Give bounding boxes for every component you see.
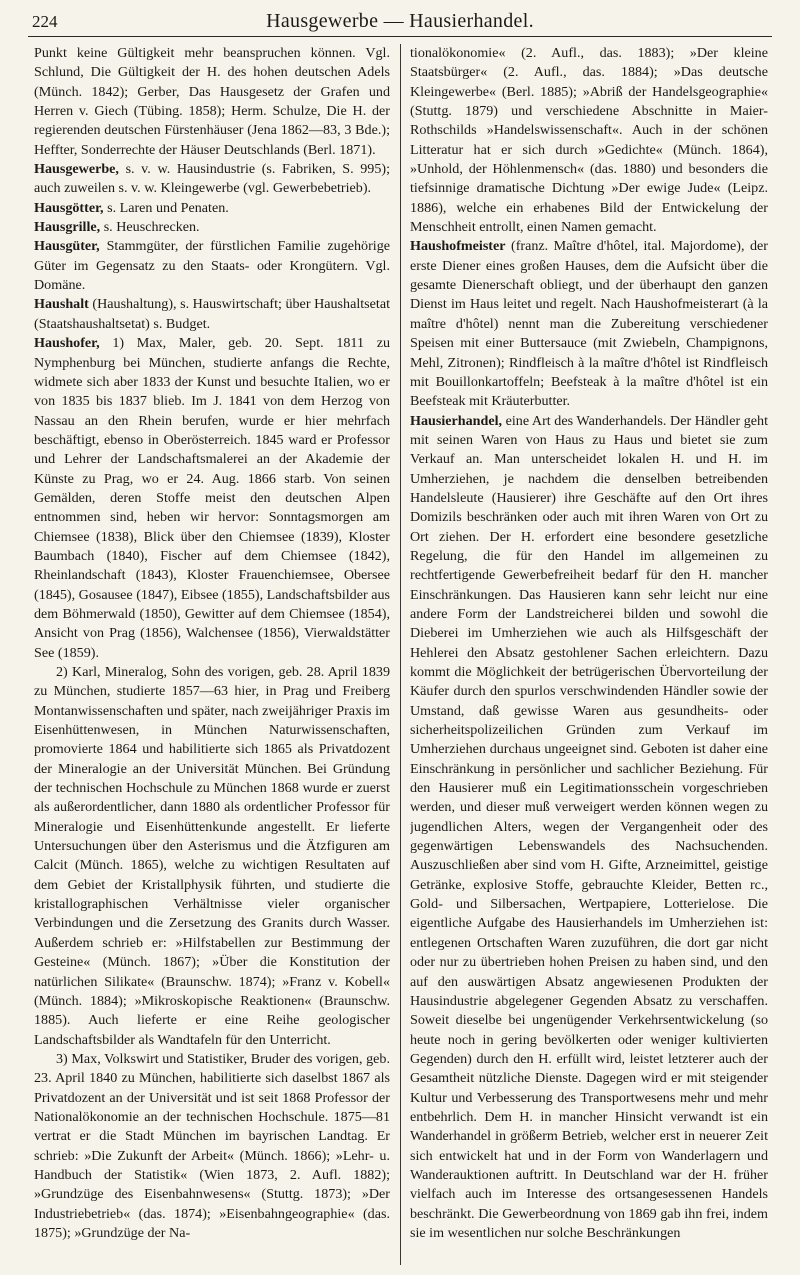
page-header (28, 6, 772, 37)
entry-headword: Hausgewerbe, (34, 161, 119, 178)
entry-headword: Hausgötter, (34, 199, 104, 216)
continued-text: Punkt keine Gültigkeit mehr beanspruchen können. Vgl. Schlund, Die Gültigkeit der H. des hohen deutschen Adels (Münch. 1842); Gerber, Das Hausgesetz der Grafen und Herren v. Giech (Tübing. 1858); Herm. Schulze, Die H. der regierenden deutschen Fürstenhäuser (Jena 1862—83, 3 Bde.); Heffter, Sonderrechte der Häuser Deutschlands (Berl. 1871). (34, 45, 390, 158)
entry-text: s. Heuschrecken. (100, 219, 200, 236)
entry-text: eine Art des Wanderhandels. Der Händler geht mit seinen Waren von Haus zu Haus und bietet sie zum Verkauf an. Man unterscheidet lokalen H. und H. im Umherziehen, je nachdem die denselben betreibenden Handelsleute (Hausierer) ihre Geschäfte auf den Ort ihres Domizils beschränken oder auch mit ihren Waren von Ort zu Ort ziehen. Der H. erfordert eine besondere gesetzliche Regelung, die für den Handel im allgemeinen zu rechtfertigende Gewerbefreiheit bedarf für den H. mancher Einschränkungen. Das Hausieren kann sehr leicht nur eine andere Form der Landstreicherei bilden und sowohl die Dieberei im Umherziehen wie auch als Hilfsgeschäft der Hehlerei den Absatz gestohlener Sachen erleichtern. Dazu kommt die Möglichkeit der betrügerischen Übervorteilung der Käufer durch den spurlos verschwindenden Händler sowie der Umstand, daß gewisse Waren aus gesundheits- oder sicherheitspolizeilichen Gründen zum Verkauf im Umherziehen durchaus ungeeignet sind. Geboten ist daher eine Einschränkung in persönlicher und sachlicher Beziehung. Für den Hausierer muß ein Legitimationsschein vorgeschrieben werden, und dieser muß verweigert werden können wegen zu jugendlichen Alters, wegen der Vergangenheit oder des gegenwärtigen Lebenswandels des Nachsuchenden. Auszuschließen aber sind vom H. Gifte, Arzneimittel, geistige Getränke, explosive Stoffe, gebrauchte Kleider, Betten rc., Gold- und Silbersachen, Wertpapiere, Lotterielose. Die eigentliche Aufgabe des Hausierhandels im Umherziehen ist: entlegenen Ortschaften Waren zuzuführen, die dort gar nicht oder nur zu übertrieben hohen Preisen zu haben sind, und den auf den auswärtigen Absatz angewiesenen Produkten der Hausindustrie abgelegener Gegenden Absatz zu verschaffen. Soweit dieselbe bei ungenügender Verkehrsentwickelung (so heute noch in gering bevölkerten oder weniger kultivierten Gegenden) durch den H. erfüllt wird, leistet letzterer auch der Gesamtheit nützliche Dienste. Dagegen wird er mit steigender Kultur und Verbesserung des Transportwesens mehr und mehr entbehrlich. Dem H. in mancher Hinsicht verwandt ist ein Wanderhandel in größerm Betrieb, welcher erst in neuerer Zeit sich entwickelt hat und in der Form von Wanderlagern und Wanderauktionen auftritt. In Deutschland war der H. früher vielfach auch im Interesse des ortsangesessenen Handels beschränkt. Die Gewerbeordnung von 1869 gab ihn frei, indem sie im wesentlichen nur solche Beschränkungen (410, 412, 768, 1241)
sub-entry: 3) Max, Volkswirt und Statistiker, Bruder des vorigen, geb. 23. April 1840 zu München, habilitierte sich daselbst 1867 als Privatdozent an der Universität und ist seit 1868 Professor der Nationalökonomie an der technischen Hochschule. 1875—81 vertrat er die Stadt München im bayrischen Landtag. Er schrieb: »Die Zukunft der Arbeit« (Münch. 1866); »Lehr- u. Handbuch der Statistik« (Wien 1873, 2. Aufl. 1882); »Grundzüge des Eisenbahnwesens« (Stuttg. 1873); »Der Industriebetrieb« (das. 1874); »Eisenbahngeographie« (das. 1875); »Grundzüge der Na- (34, 1050, 390, 1241)
entry-text: Stammgüter, der fürstlichen Familie zugehörige Güter im Gegensatz zu den Staats- oder Krongütern. Vgl. Domäne. (34, 238, 390, 294)
entry-headword: Haushalt (34, 296, 89, 313)
entry-headword: Hausgüter, (34, 238, 100, 255)
column-divider (400, 44, 401, 1265)
dictionary-entry (410, 412, 768, 1244)
entry-headword: Hausierhandel, (410, 412, 503, 429)
dictionary-entry (34, 237, 390, 295)
entry-text: s. v. w. Hausindustrie (s. Fabriken, S. 995); auch zuweilen s. v. w. Kleingewerbe (vgl. Gewerbebetrieb). (34, 161, 390, 197)
running-head: Hausgewerbe — Hausierhandel. (266, 10, 534, 32)
dictionary-entry (34, 334, 390, 663)
entry-text: (Haushaltung), s. Hauswirtschaft; über Haushaltsetat (Staatshaushaltsetat) s. Budget. (34, 296, 390, 332)
entry-text: s. Laren und Penaten. (103, 199, 229, 216)
continued-text: tionalökonomie« (2. Aufl., das. 1883); »Der kleine Staatsbürger« (2. Aufl., das. 1884); »Das deutsche Kleingewerbe« (Berl. 1885); »Abriß der Handelsgeographie« (Stuttg. 1879) und verschiedene Abschnitte in Maier-Rothschilds »Handelswissenschaft«. Auch in der schönen Litteratur hat er sich durch »Gedichte« (Münch. 1864), »Unhold, der Höhlenmensch« (das. 1880) und besonders die tiefsinnige dramatische Dichtung »Der ewige Jude« (Leipz. 1886), welche ein erhabenes Bild der Entwickelung der Menschheit entrollt, einen Namen gemacht. (410, 45, 768, 236)
entry-headword: Haushofer, (34, 335, 100, 352)
entry-text: (franz. Maître d'hôtel, ital. Majordome), der erste Diener eines großen Hauses, dem die Aufsicht über die gesamte Dienerschaft obliegt, und der überhaupt den ganzen Dienst im Haus leitet und regelt. Nach Haushofmeisterart (à la maître d'hôtel) nennt man die Zubereitung verschiedener Speisen mit einer Buttersauce (mit Zwiebeln, Champignons, Mehl, Zitronen); Rindfleisch à la maître d'hôtel ist Rindfleisch mit Bouillonkartoffeln; Beefsteak à la maître d'hôtel ist ein Beefsteak mit Kräuterbutter. (410, 238, 768, 410)
dictionary-entry (34, 218, 390, 237)
page-number: 224 (32, 12, 58, 31)
left-column (34, 44, 390, 1267)
dictionary-entry (34, 295, 390, 334)
dictionary-entry (410, 237, 768, 411)
entry-headword: Hausgrille, (34, 219, 101, 236)
dictionary-entry (34, 160, 390, 199)
entry-text: 1) Max, Maler, geb. 20. Sept. 1811 zu Nymphenburg bei München, studierte anfangs die Rechte, widmete sich aber 1833 der Kunst und besuchte Italien, wo er von 1835 bis 1837 blieb. Im J. 1841 von dem Herzog von Nassau an den Rhein berufen, wurde er hier mehrfach beschäftigt, ebenso in Oberösterreich. 1845 ward er Professor und Lehrer der Landschaftsmalerei an der Akademie der Künste zu Prag, wo er 24. Aug. 1866 starb. Von seinen Gemälden, deren Stoffe meist den deutschen Alpen entnommen sind, heben wir hervor: Sonntagsmorgen am Chiemsee (1838), Blick über den Chiemsee (1839), Kloster Baumbach (1840), Fischer auf dem Chiemsee (1842), Rheinlandschaft (1843), Kloster Frauenchiemsee, Obersee (1845), Gosausee (1847), Eibsee (1855), Landschaftsbilder aus dem Böhmerwald (1850), Gewitter auf dem Chiemsee (1854), Ansicht von Prag (1856), Walchensee (1856), Vierwaldstätter See (1859). (34, 335, 390, 661)
entry-headword: Haushofmeister (410, 238, 506, 255)
dictionary-entry (34, 199, 390, 218)
sub-entry: 2) Karl, Mineralog, Sohn des vorigen, geb. 28. April 1839 zu München, studierte 1857—63 hier, in Prag und Freiberg Montanwissenschaften und später, nach zweijähriger Praxis im Eisenhüttenwesen, in München Naturwissenschaften, promovierte 1864 und habilitierte sich 1865 als Privatdozent der Mineralogie an der Universität München. Bei Gründung der technischen Hochschule zu München 1868 wurde er zuerst als außerordentlicher, dann 1880 als ordentlicher Professor für Mineralogie und Eisenhüttenkunde angestellt. Er lieferte Untersuchungen über den Asterismus und die Ätzfiguren am Calcit (Münch. 1865), welche zu wichtigen Resultaten auf dem Gebiet der Kristallphysik führten, und studierte die kristallographischen Verhältnisse vieler organischer Verbindungen und die Zersetzung des Granits durch Wasser. Außerdem schrieb er: »Hilfstabellen zur Bestimmung der Gesteine« (Münch. 1867); »Über die Konstitution der natürlichen Silikate« (Braunschw. 1874); »Franz v. Kobell« (Münch. 1884); »Mikroskopische Reaktionen« (Braunschw. 1885). Auch lieferte er eine Reihe geologischer Landschaftsbilder als Wandtafeln für den Unterricht. (34, 664, 390, 1048)
right-column (410, 44, 768, 1267)
